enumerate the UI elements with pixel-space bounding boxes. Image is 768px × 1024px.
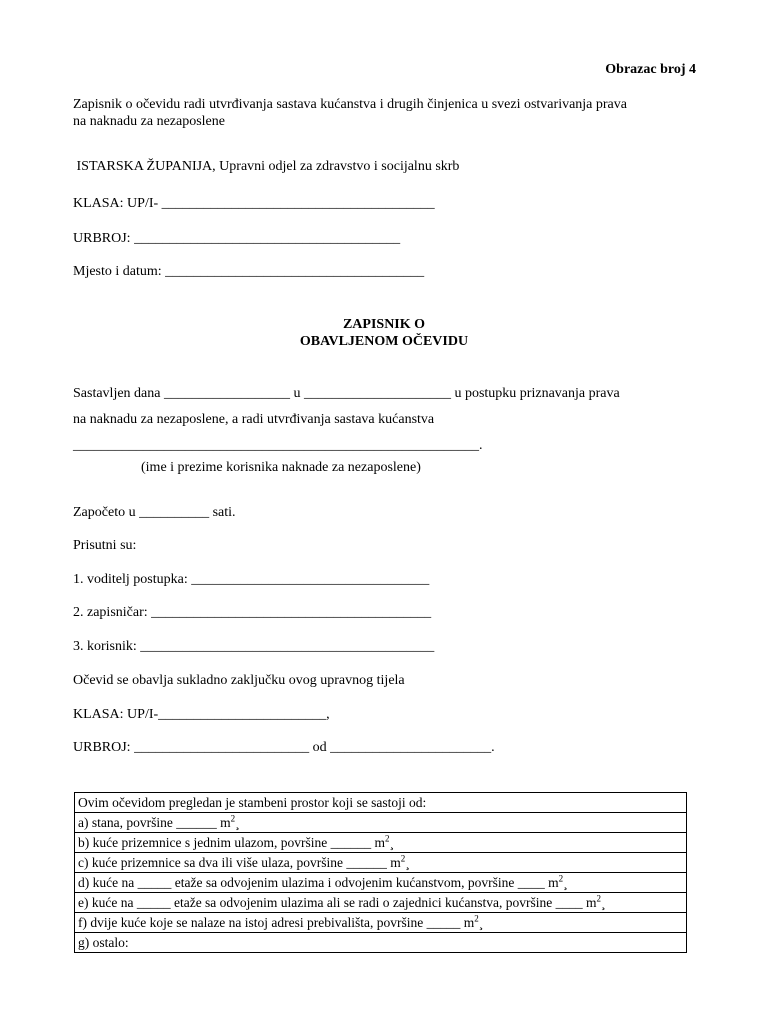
document-title-line-2: OBAVLJENOM OČEVIDU bbox=[299, 334, 469, 349]
area-unit-superscript: 2 bbox=[385, 833, 390, 844]
table-header-row bbox=[75, 793, 687, 813]
form-number: Obrazac broj 4 bbox=[605, 62, 696, 77]
authority-line: ISTARSKA ŽUPANIJA, Upravni odjel za zdravstvo i socijalnu skrb bbox=[73, 159, 460, 174]
premises-option-text: f) dvije kuće koje se nalaze na istoj adresi prebivališta, površine _____ m bbox=[78, 915, 475, 930]
table-row bbox=[75, 853, 687, 873]
premises-option-cell bbox=[75, 933, 687, 953]
premises-option-text: c) kuće prizemnice sa dva ili više ulaza, površine ______ m bbox=[78, 855, 401, 870]
premises-option-text: d) kuće na _____ etaže sa odvojenim ulazima i odvojenim kućanstvom, površine ____ m bbox=[78, 875, 559, 890]
premises-option-cell bbox=[75, 853, 687, 873]
row-tail-mark: ¸ bbox=[235, 815, 240, 830]
beneficiary-name-note: (ime i prezime korisnika naknade za nezaposlene) bbox=[141, 460, 421, 475]
premises-option-text: b) kuće prizemnice s jednim ulazom, površine ______ m bbox=[78, 835, 386, 850]
purpose-line: na naknadu za nezaposlene, a radi utvrđivanja sastava kućanstva bbox=[73, 412, 435, 427]
premises-table bbox=[74, 792, 687, 953]
premises-option-text: a) stana, površine ______ m bbox=[78, 815, 231, 830]
urbroj-field-2: URBROJ: _________________________ od _______________________. bbox=[73, 740, 495, 755]
table-row bbox=[75, 933, 687, 953]
drafted-line: Sastavljen dana __________________ u _____________________ u postupku priznavanja prava bbox=[73, 386, 620, 401]
intro-line-1: Zapisnik o očevidu radi utvrđivanja sastava kućanstva i drugih činjenica u svezi ostvarivanja prava bbox=[73, 97, 627, 112]
urbroj-field: URBROJ: ______________________________________ bbox=[73, 231, 401, 246]
table-header-cell: Ovim očevidom pregledan je stambeni prostor koji se sastoji od: bbox=[75, 793, 687, 813]
table-row bbox=[75, 873, 687, 893]
present-leader: 1. voditelj postupka: __________________________________ bbox=[73, 572, 430, 587]
row-tail-mark: ¸ bbox=[478, 915, 484, 930]
premises-option-cell bbox=[75, 873, 687, 893]
premises-option-text: g) ostalo: bbox=[78, 935, 129, 950]
row-tail-mark: ¸ bbox=[600, 895, 606, 910]
row-tail-mark: ¸ bbox=[563, 875, 568, 890]
table-row bbox=[75, 813, 687, 833]
premises-option-cell bbox=[75, 913, 687, 933]
present-user: 3. korisnik: __________________________________________ bbox=[73, 639, 435, 654]
table-row bbox=[75, 893, 687, 913]
place-date-field: Mjesto i datum: _____________________________________ bbox=[73, 264, 425, 279]
inspection-basis: Očevid se obavlja sukladno zaključku ovog upravnog tijela bbox=[73, 673, 405, 688]
table-row bbox=[75, 913, 687, 933]
area-unit-superscript: 2 bbox=[596, 893, 601, 904]
started-at-line: Započeto u __________ sati. bbox=[73, 505, 236, 520]
premises-option-cell bbox=[75, 893, 687, 913]
row-tail-mark: ¸ bbox=[389, 835, 395, 850]
row-tail-mark: ¸ bbox=[405, 855, 410, 870]
document-title-line-1: ZAPISNIK O bbox=[342, 317, 426, 332]
present-recorder: 2. zapisničar: ________________________________________ bbox=[73, 605, 432, 620]
area-unit-superscript: 2 bbox=[230, 813, 236, 824]
premises-option-text: e) kuće na _____ etaže sa odvojenim ulazima ali se radi o zajednici kućanstva, površine ____ m bbox=[78, 895, 597, 910]
table-row bbox=[75, 833, 687, 853]
present-label: Prisutni su: bbox=[73, 538, 137, 553]
premises-option-cell bbox=[75, 833, 687, 853]
area-unit-superscript: 2 bbox=[400, 853, 406, 864]
klasa-field: KLASA: UP/I- _______________________________________ bbox=[73, 196, 435, 211]
intro-line-2: na naknadu za nezaposlene bbox=[73, 114, 225, 129]
area-unit-superscript: 2 bbox=[558, 873, 564, 884]
area-unit-superscript: 2 bbox=[474, 913, 479, 924]
premises-option-cell bbox=[75, 813, 687, 833]
beneficiary-name-blank: __________________________________________________________. bbox=[73, 438, 483, 453]
klasa-field-2: KLASA: UP/I-________________________, bbox=[73, 707, 330, 722]
